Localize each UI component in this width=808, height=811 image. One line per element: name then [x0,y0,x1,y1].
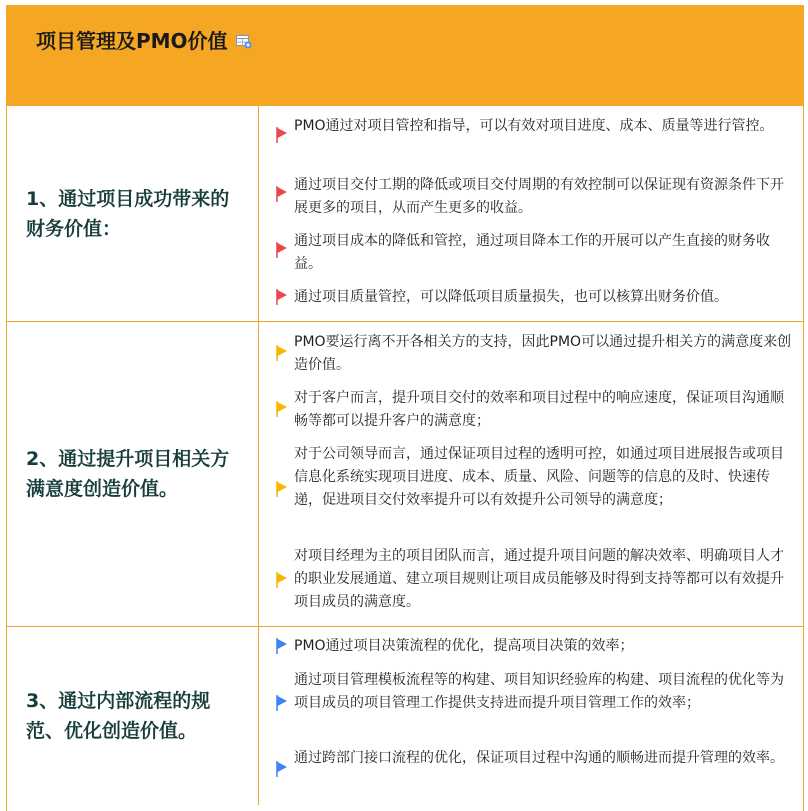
row-label: 2、通过提升项目相关方满意度创造价值。 [26,448,230,500]
table-row [6,105,804,321]
list-item-text: 通过项目管理模板流程等的构建、项目知识经验库的构建、项目流程的优化等为项目成员的项目管理工作提供支持进而提升项目管理工作的效率； [294,672,784,711]
red-flag-icon [276,242,288,258]
list-item-text: 通过项目质量管控，可以降低项目质量损失，也可以核算出财务价值。 [294,289,728,305]
row-label-cell [6,322,259,626]
table-row [6,626,804,805]
list-item-text: 通过项目成本的降低和管控，通过项目降本工作的开展可以产生直接的财务收益。 [294,233,770,272]
add-table-icon[interactable] [236,35,252,49]
list-item-text: PMO要运行离不开各相关方的支持，因此PMO可以通过提升相关方的满意度来创造价值。 [294,334,792,373]
row-label: 3、通过内部流程的规范、优化创造价值。 [26,690,211,742]
list-item-text: PMO通过对项目管控和指导，可以有效对项目进度、成本、质量等进行管控。 [294,118,774,134]
list-item-text: 对项目经理为主的项目团队而言，通过提升项目问题的解决效率、明确项目人才的职业发展通道、建立项目规则让项目成员能够及时得到支持等都可以有效提升项目成员的满意度。 [294,548,784,610]
list-item-text: PMO通过项目决策流程的优化，提高项目决策的效率； [294,638,634,654]
row-content-cell [259,106,804,321]
row-content-cell [259,322,804,626]
yellow-flag-icon [276,481,288,497]
page-title-text: 项目管理及PMO价值 [36,29,228,53]
blue-flag-icon [276,761,288,777]
yellow-flag-icon [276,572,288,588]
list-item-text: 对于公司领导而言，通过保证项目过程的透明可控，如通过项目进展报告或项目信息化系统实现项目进度、成本、质量、风险、问题等的信息的及时、快速传递，促进项目交付效率提升可以有效提升公司领导的满意度； [294,446,784,508]
yellow-flag-icon [276,401,288,417]
red-flag-icon [276,289,288,305]
yellow-flag-icon [276,345,288,361]
table-row [6,321,804,626]
list-item-text: 对于客户而言，提升项目交付的效率和项目过程中的响应速度，保证项目沟通顺畅等都可以提升客户的满意度； [294,390,784,429]
blue-flag-icon [276,638,288,654]
blue-flag-icon [276,695,288,711]
row-content-cell [259,627,804,805]
list-item-text: 通过跨部门接口流程的优化，保证项目过程中沟通的顺畅进而提升管理的效率。 [294,750,784,766]
row-label-cell [6,106,259,321]
list-item-text: 通过项目交付工期的降低或项目交付周期的有效控制可以保证现有资源条件下开展更多的项目，从而产生更多的收益。 [294,177,784,216]
table-header [6,5,804,105]
page-title [36,25,252,54]
row-label-cell [6,627,259,805]
row-label: 1、通过项目成功带来的财务价值： [26,187,230,240]
red-flag-icon [276,127,288,143]
red-flag-icon [276,186,288,202]
